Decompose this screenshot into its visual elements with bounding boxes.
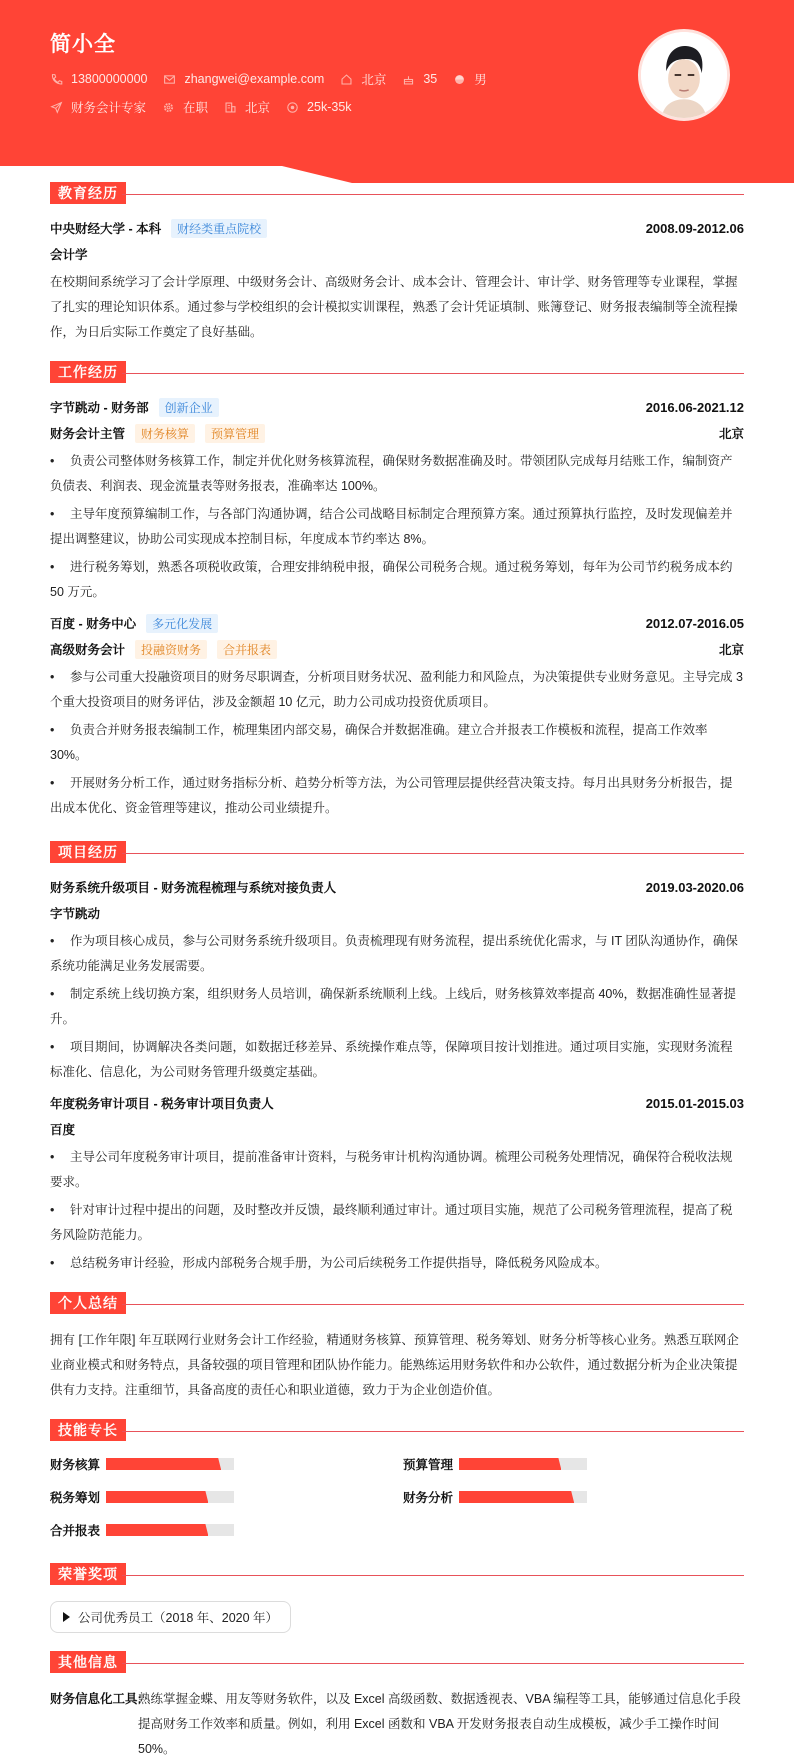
bullet-item: • 总结税务审计经验，形成内部税务合规手册，为公司后续税务工作提供指导，降低税务风险成本。 bbox=[50, 1256, 608, 1270]
project-item bbox=[50, 877, 744, 1085]
section-divider bbox=[122, 1431, 744, 1432]
phone-icon bbox=[50, 73, 63, 86]
section-divider bbox=[122, 194, 744, 195]
work-item-header bbox=[50, 613, 744, 633]
skill-bar-track bbox=[459, 1458, 587, 1470]
skills-grid bbox=[50, 1455, 744, 1539]
gear-icon bbox=[162, 101, 175, 114]
work-bullets bbox=[50, 449, 744, 605]
skill-bar-fill bbox=[459, 1491, 574, 1503]
section-header bbox=[50, 1651, 744, 1673]
skill-item bbox=[50, 1455, 403, 1473]
section-header bbox=[50, 182, 744, 204]
position-tag: 合并报表 bbox=[217, 640, 277, 659]
other-section bbox=[50, 1651, 744, 1762]
position-title: 高级财务会计 bbox=[50, 643, 126, 657]
home-info: 北京 bbox=[340, 70, 386, 88]
project-bullets bbox=[50, 1145, 744, 1276]
bullet-item: • 项目期间，协调解决各类问题，如数据迁移差异、系统操作难点等，保障项目按计划推进。通过项目实施，实现财务流程标准化、信息化，为公司财务管理升级奠定基础。 bbox=[50, 1040, 733, 1079]
company-name: 百度 - 财务中心 bbox=[50, 617, 137, 631]
job-intent-row bbox=[50, 98, 368, 116]
section-header bbox=[50, 1419, 744, 1441]
skill-bar-fill bbox=[106, 1458, 221, 1470]
work-section bbox=[50, 361, 744, 821]
position-row bbox=[50, 423, 744, 443]
projects-section bbox=[50, 841, 744, 1276]
position-tag: 预算管理 bbox=[205, 424, 265, 443]
awards-section bbox=[50, 1563, 744, 1633]
avatar bbox=[638, 29, 730, 121]
gender-info: 男 bbox=[453, 70, 487, 88]
skill-item bbox=[403, 1488, 744, 1506]
bullet-item: • 进行税务筹划，熟悉各项税收政策，合理安排纳税申报，确保公司税务合规。通过税务筹划，每年为公司节约税务成本约 50 万元。 bbox=[50, 560, 733, 599]
work-bullets bbox=[50, 665, 744, 821]
section-title: 项目经历 bbox=[50, 841, 126, 863]
skill-bar-track bbox=[106, 1524, 234, 1536]
work-date: 2012.07-2016.05 bbox=[645, 615, 744, 631]
skill-bar-fill bbox=[106, 1491, 208, 1503]
company-name: 字节跳动 - 财务部 bbox=[50, 401, 149, 415]
skill-item bbox=[403, 1455, 744, 1473]
project-name: 财务系统升级项目 - 财务流程梳理与系统对接负责人 bbox=[50, 881, 337, 895]
education-description: 在校期间系统学习了会计学原理、中级财务会计、高级财务会计、成本会计、管理会计、审计学、财务管理等专业课程，掌握了扎实的理论知识体系。通过参与学校组织的会计模拟实训课程，熟悉了会计凭证填制、账簿登记、财务报表编制等全流程操作，为日后实际工作奠定了良好基础。 bbox=[50, 275, 738, 339]
project-org-row bbox=[50, 1119, 744, 1139]
skills-section bbox=[50, 1419, 744, 1539]
project-org: 字节跳动 bbox=[50, 907, 101, 921]
status-info: 在职 bbox=[162, 98, 208, 116]
section-title: 技能专长 bbox=[50, 1419, 126, 1441]
project-date: 2019.03-2020.06 bbox=[645, 879, 744, 895]
salary-info: 25k-35k bbox=[286, 100, 351, 114]
education-date: 2008.09-2012.06 bbox=[645, 220, 744, 236]
skill-name: 财务分析 bbox=[403, 1491, 454, 1505]
skill-name: 税务筹划 bbox=[50, 1491, 101, 1505]
bullet-item: • 主导公司年度税务审计项目，提前准备审计资料，与税务审计机构沟通协调。梳理公司税务处理情况，确保符合税收法规要求。 bbox=[50, 1150, 733, 1189]
project-header bbox=[50, 877, 744, 897]
project-item bbox=[50, 1093, 744, 1276]
company-tag: 多元化发展 bbox=[146, 614, 218, 633]
skill-name: 财务核算 bbox=[50, 1458, 101, 1472]
section-title: 工作经历 bbox=[50, 361, 126, 383]
email-info: zhangwei@example.com bbox=[163, 72, 324, 86]
project-org-row bbox=[50, 903, 744, 923]
bullet-item: • 针对审计过程中提出的问题，及时整改并反馈，最终顺利通过审计。通过项目实施，规范了公司税务管理流程，提高了税务风险防范能力。 bbox=[50, 1203, 733, 1242]
position-row bbox=[50, 639, 744, 659]
position-tag: 财务核算 bbox=[135, 424, 195, 443]
resume-body bbox=[50, 182, 744, 1762]
bullet-item: • 制定系统上线切换方案，组织财务人员培训，确保新系统顺利上线。上线后，财务核算效率提高 40%，数据准确性显著提升。 bbox=[50, 987, 736, 1026]
building-icon bbox=[224, 101, 237, 114]
summary-section bbox=[50, 1292, 744, 1403]
mail-icon bbox=[163, 73, 176, 86]
target-position-info: 财务会计专家 bbox=[50, 98, 146, 116]
work-date: 2016.06-2021.12 bbox=[645, 399, 744, 415]
target-city-info: 北京 bbox=[224, 98, 270, 116]
other-label: 财务信息化工具: bbox=[50, 1692, 142, 1706]
home-icon bbox=[340, 73, 353, 86]
section-header bbox=[50, 841, 744, 863]
education-section bbox=[50, 182, 744, 345]
education-item-header bbox=[50, 218, 744, 238]
section-divider bbox=[122, 1304, 744, 1305]
project-bullets bbox=[50, 929, 744, 1085]
company-tag: 创新企业 bbox=[159, 398, 219, 417]
cake-icon bbox=[402, 73, 415, 86]
skill-name: 合并报表 bbox=[50, 1524, 101, 1538]
contact-row bbox=[50, 70, 503, 88]
skill-bar-track bbox=[106, 1491, 234, 1503]
bullet-item: • 开展财务分析工作，通过财务指标分析、趋势分析等方法，为公司管理层提供经营决策支持。每月出具财务分析报告，提出成本优化、资金管理等建议，推动公司业绩提升。 bbox=[50, 776, 733, 815]
skill-bar-track bbox=[106, 1458, 234, 1470]
phone-info: 13800000000 bbox=[50, 72, 147, 86]
resume-header bbox=[0, 0, 794, 185]
candidate-name: 简小全 bbox=[50, 33, 116, 56]
skill-name: 预算管理 bbox=[403, 1458, 454, 1472]
section-header bbox=[50, 1563, 744, 1585]
skill-bar-track bbox=[459, 1491, 587, 1503]
bullet-item: • 主导年度预算编制工作，与各部门沟通协调，结合公司战略目标制定合理预算方案。通过预算执行监控，及时发现偏差并提出调整建议，协助公司实现成本控制目标，年度成本节约率达 8%。 bbox=[50, 507, 733, 546]
work-item bbox=[50, 613, 744, 821]
section-title: 教育经历 bbox=[50, 182, 126, 204]
skill-bar-fill bbox=[106, 1524, 208, 1536]
section-title: 个人总结 bbox=[50, 1292, 126, 1314]
skill-item bbox=[50, 1521, 403, 1539]
work-item-header bbox=[50, 397, 744, 417]
gender-icon bbox=[453, 73, 466, 86]
other-item bbox=[50, 1687, 744, 1762]
major-row bbox=[50, 244, 744, 264]
work-item bbox=[50, 397, 744, 605]
section-header bbox=[50, 361, 744, 383]
section-header bbox=[50, 1292, 744, 1314]
section-title: 其他信息 bbox=[50, 1651, 126, 1673]
school-name: 中央财经大学 - 本科 bbox=[50, 222, 162, 236]
section-divider bbox=[122, 1575, 744, 1576]
section-divider bbox=[122, 1663, 744, 1664]
avatar-photo bbox=[641, 32, 727, 118]
award-text: 公司优秀员工（2018 年、2020 年） bbox=[78, 1611, 279, 1625]
work-location: 北京 bbox=[718, 643, 744, 657]
send-icon bbox=[50, 101, 63, 114]
project-org: 百度 bbox=[50, 1123, 76, 1137]
section-title: 荣誉奖项 bbox=[50, 1563, 126, 1585]
age-info: 35 bbox=[402, 72, 437, 86]
school-tag: 财经类重点院校 bbox=[171, 219, 267, 238]
project-name: 年度税务审计项目 - 税务审计项目负责人 bbox=[50, 1097, 274, 1111]
skill-item bbox=[50, 1488, 403, 1506]
other-text: 熟练掌握金蝶、用友等财务软件，以及 Excel 高级函数、数据透视表、VBA 编程等工具，能够通过信息化手段提高财务工作效率和质量。例如，利用 Excel 函数和 VBA 开发财务报表自动生成模板，减少手工操作时间 50%。 bbox=[138, 1692, 741, 1756]
bullet-item: • 负责公司整体财务核算工作，制定并优化财务核算流程，确保财务数据准确及时。带领团队完成每月结账工作，编制资产负债表、利润表、现金流量表等财务报表，准确率达 100%。 bbox=[50, 454, 733, 493]
caret-right-icon bbox=[63, 1612, 70, 1622]
section-divider bbox=[122, 853, 744, 854]
project-date: 2015.01-2015.03 bbox=[645, 1095, 744, 1111]
project-header bbox=[50, 1093, 744, 1113]
major: 会计学 bbox=[50, 248, 88, 262]
summary-text: 拥有 [工作年限] 年互联网行业财务会计工作经验，精通财务核算、预算管理、税务筹划、财务分析等核心业务。熟悉互联网企业商业模式和财务特点，具备较强的项目管理和团队协作能力。能熟练运用财务软件和办公软件，通过数据分析为企业决策提供有力支持。注重细节，具备高度的责任心和职业道德，致力于为企业创造价值。 bbox=[50, 1333, 739, 1397]
money-icon bbox=[286, 101, 299, 114]
position-tag: 投融资财务 bbox=[135, 640, 207, 659]
bullet-item: • 负责合并财务报表编制工作，梳理集团内部交易，确保合并数据准确。建立合并报表工作模板和流程，提高工作效率 30%。 bbox=[50, 723, 708, 762]
bullet-item: • 作为项目核心成员，参与公司财务系统升级项目。负责梳理现有财务流程，提出系统优化需求，与 IT 团队沟通协作，确保系统功能满足业务发展需要。 bbox=[50, 934, 738, 973]
bullet-item: • 参与公司重大投融资项目的财务尽职调查，分析项目财务状况、盈利能力和风险点，为决策提供专业财务意见。主导完成 3 个重大投资项目的财务评估，涉及金额超 10 亿元，助力公司成功投资优质项目。 bbox=[50, 670, 743, 709]
position-title: 财务会计主管 bbox=[50, 427, 126, 441]
work-location: 北京 bbox=[718, 427, 744, 441]
skill-bar-fill bbox=[459, 1458, 561, 1470]
award-item[interactable] bbox=[50, 1601, 291, 1633]
section-divider bbox=[122, 373, 744, 374]
